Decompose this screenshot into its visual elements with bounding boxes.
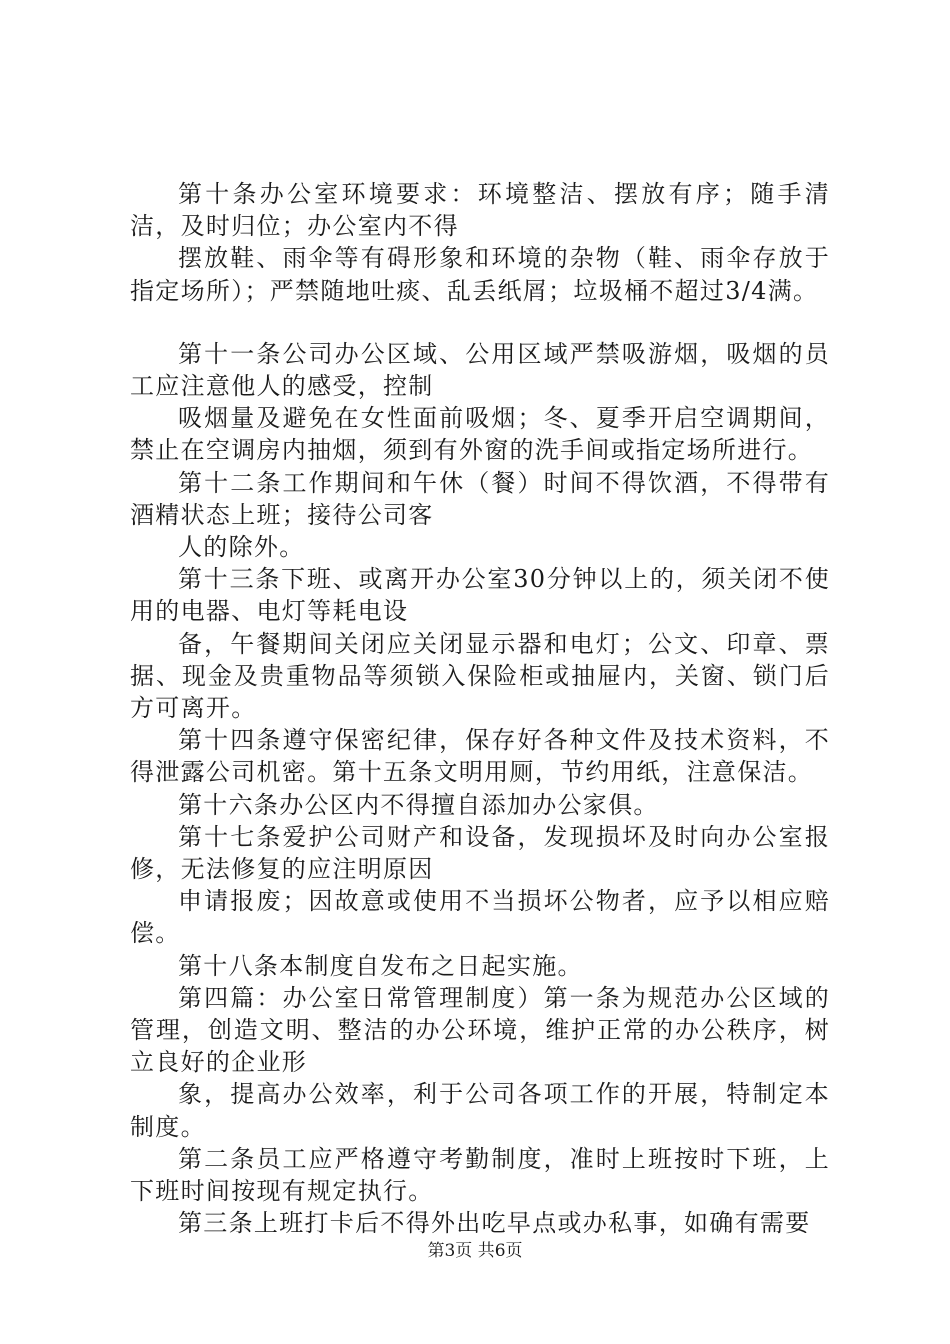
paragraph: 第十六条办公区内不得擅自添加办公家俱。: [178, 790, 659, 819]
paragraph: 第三条上班打卡后不得外出吃早点或办私事，如确有需要: [178, 1209, 811, 1238]
paragraph: 申请报废；因故意或使用不当损坏公物者，应予以相应赔偿。: [130, 887, 830, 948]
document-body: [130, 178, 830, 1240]
page-footer: [0, 1240, 950, 1262]
paragraph: 第十条办公室环境要求：环境整洁、摆放有序；随手清洁，及时归位；办公室内不得: [130, 180, 830, 241]
paragraph: 人的除外。: [178, 533, 305, 562]
paragraph: 第十三条下班、或离开办公室30分钟以上的，须关闭不使用的电器、电灯等耗电设: [130, 565, 830, 626]
paragraph: 象，提高办公效率，利于公司各项工作的开展，特制定本制度。: [130, 1080, 830, 1141]
paragraph: 第十七条爱护公司财产和设备，发现损坏及时向办公室报修，无法修复的应注明原因: [130, 822, 830, 884]
paragraph: 第十四条遵守保密纪律，保存好各种文件及技术资料，不得泄露公司机密。第十五条文明用厕，节约用纸，注意保洁。: [130, 726, 830, 787]
paragraph: 第十二条工作期间和午休（餐）时间不得饮酒，不得带有酒精状态上班；接待公司客: [130, 468, 830, 529]
paragraph: 吸烟量及避免在女性面前吸烟；冬、夏季开启空调期间，禁止在空调房内抽烟，须到有外窗的洗手间或指定场所进行。: [130, 404, 830, 465]
paragraph: 第二条员工应严格遵守考勤制度，准时上班按时下班，上下班时间按现有规定执行。: [130, 1144, 830, 1206]
paragraph: 第十一条公司办公区域、公用区域严禁吸游烟，吸烟的员工应注意他人的感受，控制: [130, 339, 830, 401]
page-number-label: 第3页 共6页: [427, 1241, 523, 1261]
paragraph: 摆放鞋、雨伞等有碍形象和环境的杂物（鞋、雨伞存放于指定场所）；严禁随地吐痰、乱丢纸屑；垃圾桶不超过3/4满。: [130, 244, 830, 305]
paragraph: 第十八条本制度自发布之日起实施。: [178, 951, 583, 980]
paragraph: 第四篇：办公室日常管理制度）第一条为规范办公区域的管理，创造文明、整洁的办公环境，维护正常的办公秩序，树立良好的企业形: [130, 983, 830, 1077]
paragraph: 备，午餐期间关闭应关闭显示器和电灯；公文、印章、票据、现金及贵重物品等须锁入保险柜或抽屉内，关窗、锁门后方可离开。: [130, 629, 830, 723]
